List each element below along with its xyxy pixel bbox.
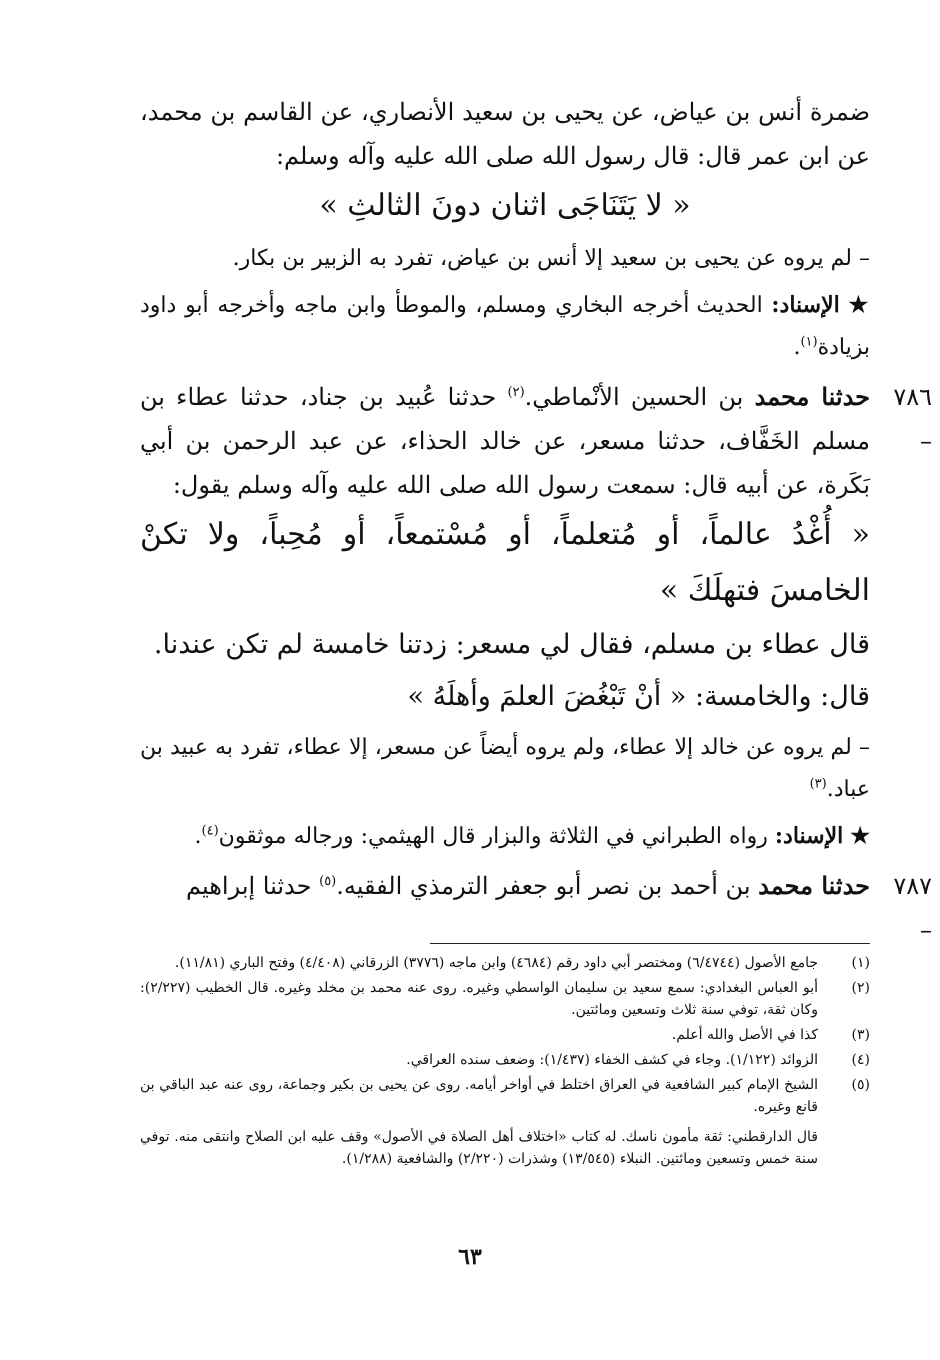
- footnote-ref[interactable]: (٢): [507, 385, 525, 400]
- isnad-note-1: [140, 284, 870, 369]
- main-text: [140, 90, 932, 944]
- footnote-divider: [430, 943, 870, 944]
- hadith-chain: [140, 375, 870, 507]
- star-icon: ★: [850, 823, 870, 849]
- isnad-text: الحديث أخرجه البخاري ومسلم، والموطأ وابن ماجه وأخرجه أبو داود بزيادة: [140, 293, 870, 360]
- chain-text: حدثنا إبراهيم: [186, 872, 312, 900]
- punctuation: .: [793, 335, 801, 360]
- note-text: – لم يروه عن خالد إلا عطاء، ولم يروه أيضاً عن مسعر، إلا عطاء، تفرد به عبيد بن عباد.: [140, 735, 870, 802]
- footnote-item: [140, 1024, 870, 1046]
- narrator-name: بن أحمد بن نصر أبو جعفر الترمذي الفقيه.: [336, 872, 751, 900]
- narrator-name: بن الحسين الأنْماطي.: [524, 383, 744, 411]
- punctuation: .: [194, 824, 202, 849]
- hadith-chain: [140, 864, 870, 908]
- footnote-item: [140, 977, 870, 1021]
- footnote-item: [140, 1074, 870, 1118]
- footnote-number: (١): [851, 955, 870, 971]
- isnad-text: رواه الطبراني في الثلاثة والبزار قال الهيثمي: ورجاله موثقون: [218, 824, 768, 849]
- page-number: ٦٣: [458, 1244, 482, 1270]
- fifth-intro: قال: والخامسة:: [695, 681, 870, 712]
- chain-text: حدثنا عُبيد بن جناد، حدثنا عطاء بن مسلم الخَفَّاف، حدثنا مسعر، عن خالد الحذاء، عن عبد الرحمن بن أبي بَكَرة، عن أبيه قال: سمعت رسول الله صلى الله عليه وآله وسلم يقول:: [140, 383, 870, 499]
- hadith-786: [140, 375, 932, 507]
- footnote-ref[interactable]: (٥): [319, 874, 337, 889]
- footnote-text: جامع الأصول (٦/٤٧٤٤) ومختصر أبي داود رقم (٤٦٨٤) وابن ماجه (٣٧٧٦) الزرقاني (٤/٤٠٨) وفتح الباري (١١/٨١).: [174, 955, 818, 971]
- footnote-item: [140, 952, 870, 974]
- chain-continuation: ضمرة أنس بن عياض، عن يحيى بن سعيد الأنصاري، عن القاسم بن محمد، عن ابن عمر قال: قال رسول الله صلى الله عليه وآله وسلم:: [140, 98, 870, 170]
- hadith-number: ٧٨٧ –: [893, 872, 932, 944]
- isnad-label: الإسناد:: [771, 292, 840, 318]
- narration-note-2: [140, 727, 870, 811]
- footnote-text: أبو العباس البغدادي: سمع سعيد بن سليمان الواسطي وغيره. روى عنه محمد بن مخلد وغيره. قال الخطيب (٢/٢٢٧): وكان ثقة، توفي سنة ثلاث وتسعين ومائتين.: [140, 980, 818, 1018]
- fifth-quote: « أنْ تَبْغُضَ العلمَ وأهلَهُ »: [407, 681, 687, 712]
- hadith-787: [140, 864, 932, 944]
- footnotes: [140, 952, 870, 1173]
- footnote-number: (٥): [851, 1077, 870, 1093]
- footnote-ref[interactable]: (٣): [809, 776, 827, 792]
- footnote-number: (٢): [851, 980, 870, 996]
- footnote-number: (٤): [851, 1052, 870, 1068]
- footnote-ref[interactable]: (٤): [201, 823, 219, 839]
- hadith-number: ٧٨٦ –: [893, 383, 932, 455]
- hadith-quote-2: « أُغْدُ عالماً، أو مُتعلماً، أو مُسْتمعاً، أو مُحِباً، ولا تكنْ الخامسَ فتهلَكَ »: [140, 517, 870, 608]
- footnote-text: كذا في الأصل والله أعلم.: [671, 1027, 818, 1043]
- footnote-number: (٣): [851, 1027, 870, 1043]
- isnad-label: الإسناد:: [774, 823, 844, 849]
- narration-note-1: – لم يروه عن يحيى بن سعيد إلا أنس بن عياض، تفرد به الزبير بن بكار.: [232, 246, 870, 271]
- footnote-item: [140, 1049, 870, 1071]
- footnote-text: الشيخ الإمام كبير الشافعية في العراق اختلط في أواخر أيامه. روى عن يحيى بن بكير وجماعة، روى عنه عبد الباقي بن قانع وغيره.: [140, 1077, 818, 1115]
- hadith-lead: حدثنا محمد: [758, 871, 870, 900]
- hadith-quote-1: « لا يَتَنَاجَى اثنان دونَ الثالثِ »: [319, 188, 691, 223]
- ata-statement: قال عطاء بن مسلم، فقال لي مسعر: زدتنا خامسة لم تكن عندنا.: [153, 629, 870, 660]
- footnote-text: قال الدارقطني: ثقة مأمون ناسك. له كتاب «اختلاف أهل الصلاة في الأصول» وقف عليه ابن الصلاح وانتقى منه. توفي سنة خمس وتسعين ومائتين. النبلاء (١٣/٥٤٥) وشذرات (٢/٢٢٠) والشافعية (١/٢٨٨).: [140, 1129, 818, 1167]
- footnote-continuation: [140, 1126, 870, 1170]
- footnote-text: الزوائد (١/١٢٢). وجاء في كشف الخفاء (١/٤٣٧): وضعف سنده العراقي.: [406, 1052, 818, 1068]
- isnad-note-2: [140, 815, 870, 858]
- fifth-statement: [140, 671, 870, 723]
- hadith-lead: حدثنا محمد: [754, 382, 871, 411]
- footnote-ref[interactable]: (١): [800, 334, 818, 350]
- star-icon: ★: [848, 292, 870, 318]
